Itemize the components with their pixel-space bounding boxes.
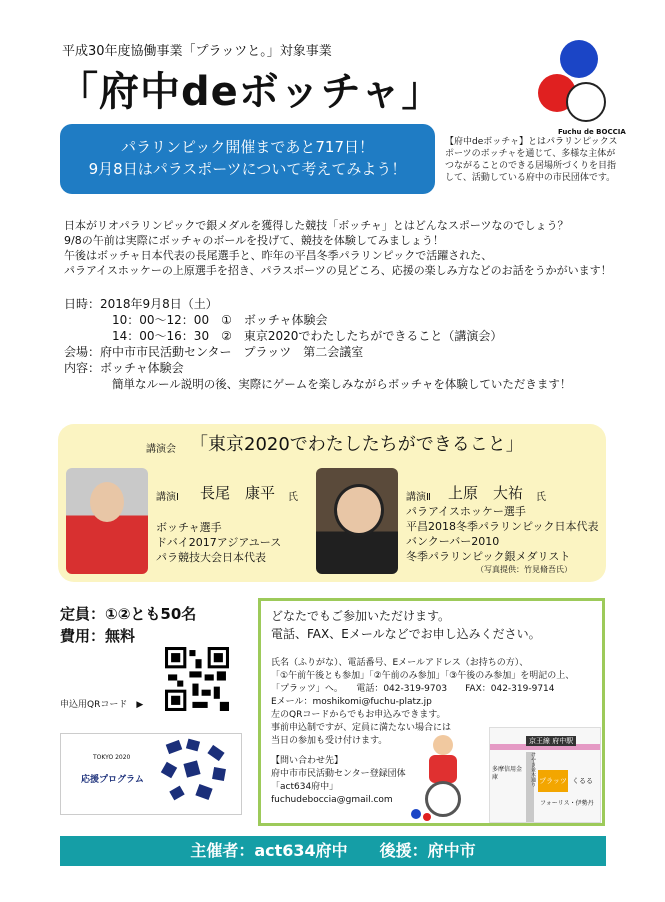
speaker2-profile-line: バンクーバー2010 bbox=[406, 535, 500, 548]
map-station: 京王線 府中駅 bbox=[526, 736, 576, 746]
time-slot-1: 10：00～12：00 ① ボッチャ体験会 bbox=[112, 313, 328, 327]
tokyo-checker-icon bbox=[157, 738, 237, 810]
tokyo-logo-top: TOKYO 2020 bbox=[93, 754, 131, 761]
banner-line1: パラリンピック開催まであと717日！ bbox=[120, 138, 375, 156]
group-description: 【府中deボッチャ】とはパラリンピックスポーツのボッチャを通じて、多様な主体がつながることのできる居場所づくりを目指して、活動している府中の市民団体です。 bbox=[445, 137, 618, 183]
apply-line2: 電話、FAX、Eメールなどでお申し込みください。 bbox=[271, 627, 541, 641]
map-bank: 多摩信用金庫 bbox=[492, 766, 523, 781]
access-map bbox=[489, 727, 601, 823]
white-ball-icon bbox=[566, 82, 606, 122]
photo-credit: （写真提供：竹見脩吾氏） bbox=[476, 565, 572, 574]
speaker1-photo bbox=[66, 468, 148, 574]
map-forus: フォーリス・伊勢丹 bbox=[540, 800, 594, 807]
contact-line: 府中市市民活動センター登録団体 bbox=[271, 769, 406, 779]
tokyo-logo-bottom: 応援プログラム bbox=[81, 775, 144, 785]
lecture-title: 「東京2020でわたしたちができること」 bbox=[190, 434, 524, 455]
blue-ball-icon bbox=[560, 40, 598, 78]
speaker2-name: 上原 大祐 bbox=[448, 484, 524, 502]
event-content-detail: 簡単なルール説明の後、実際にゲームを楽しみながらボッチャを体験していただきます！ bbox=[112, 377, 572, 391]
qr-label: 申込用QRコード ▶ bbox=[60, 700, 144, 710]
speaker1-profile-line: パラ競技大会日本代表 bbox=[156, 551, 266, 564]
intro-line: 9/8の午前は実際にボッチャのボールを投げて、競技を体験してみましょう！ bbox=[64, 234, 444, 247]
contact-line: 【問い合わせ先】 bbox=[271, 756, 344, 766]
map-street: けやき並木通り bbox=[530, 752, 536, 787]
event-content: 内容：ボッチャ体験会 bbox=[64, 361, 184, 375]
banner-line2: 9月8日はパラスポーツについて考えてみよう！ bbox=[88, 160, 407, 178]
event-venue: 会場：府中市市民活動センター プラッツ 第二会議室 bbox=[64, 345, 364, 359]
fee: 費用：無料 bbox=[60, 627, 136, 645]
speaker2-profile-line: 冬季パラリンピック銀メダリスト bbox=[406, 550, 571, 563]
apply-line1: どなたでもご参加いただけます。 bbox=[271, 609, 451, 623]
speaker2-profile-line: 平昌2018冬季パラリンピック日本代表 bbox=[406, 520, 599, 533]
capacity-fee bbox=[60, 603, 196, 647]
event-details bbox=[64, 296, 571, 392]
contact-email[interactable]: fuchudeboccia@gmail.com bbox=[271, 795, 393, 805]
contact-line: 「act634府中」 bbox=[271, 782, 339, 792]
intro-line: 日本がリオパラリンピックで銀メダルを獲得した競技「ボッチャ」とはどんなスポーツなのでしょう？ bbox=[64, 219, 569, 232]
apply-info-line: 「プラッツ」へ。 電話：042-319-9703 FAX：042-319-9714 bbox=[271, 684, 555, 694]
boccia-player-illustration bbox=[411, 729, 481, 821]
apply-info-line: 当日の参加も受け付けます。 bbox=[271, 736, 388, 746]
speaker1-profile-line: ボッチャ選手 bbox=[156, 521, 222, 534]
contact-info bbox=[271, 755, 406, 807]
footer-organizer: 主催者：act634府中 後援：府中市 bbox=[60, 836, 606, 866]
speaker1-suffix: 氏 bbox=[288, 492, 298, 503]
speaker2-photo bbox=[316, 468, 398, 574]
logo-text: Fuchu de BOCCIA bbox=[558, 128, 626, 136]
speaker1-num: 講演Ⅰ bbox=[156, 492, 179, 503]
apply-info-line: 事前申込制ですが、定員に満たない場合には bbox=[271, 723, 452, 733]
speaker2-suffix: 氏 bbox=[536, 492, 546, 503]
apply-email[interactable]: Eメール：moshikomi@fuchu-platz.jp bbox=[271, 697, 432, 707]
tokyo2020-program-logo bbox=[60, 733, 242, 815]
intro-line: 午後はボッチャ日本代表の長尾選手と、昨年の平昌冬季パラリンピックで活躍された、 bbox=[64, 249, 493, 262]
speaker1-name: 長尾 康平 bbox=[200, 484, 276, 502]
time-slot-2: 14：00～16：30 ② 東京2020でわたしたちができること（講演会） bbox=[112, 329, 503, 343]
speaker2-profile-line: パラアイスホッケー選手 bbox=[406, 505, 526, 518]
countdown-banner bbox=[60, 124, 435, 194]
capacity: 定員：①②とも50名 bbox=[60, 605, 197, 623]
application-box bbox=[258, 598, 605, 826]
event-date: 日時：2018年9月8日（土） bbox=[64, 297, 218, 311]
intro-text bbox=[64, 218, 612, 278]
lecture-panel bbox=[58, 424, 606, 582]
apply-info-line: 「①午前午後とも参加」「②午前のみ参加」「③午後のみ参加」を明記の上、 bbox=[271, 671, 575, 681]
speaker2-num: 講演Ⅱ bbox=[406, 492, 431, 503]
apply-info-line: 氏名（ふりがな）、電話番号、Eメールアドレス（お持ちの方）、 bbox=[271, 658, 529, 668]
qr-code[interactable] bbox=[165, 647, 229, 711]
page-title: 「府中deボッチャ」 bbox=[58, 69, 443, 115]
map-kururu: くるる bbox=[572, 777, 593, 785]
map-platz: プラッツ bbox=[538, 770, 568, 792]
intro-line: パラアイスホッケーの上原選手を招き、パラスポーツの見どころ、応援の楽しみ方などのお話をうかがいます！ bbox=[64, 264, 612, 277]
apply-info-line: 左のQRコードからでもお申込みできます。 bbox=[271, 710, 446, 720]
subtitle: 平成30年度協働事業「プラッツと。」対象事業 bbox=[62, 44, 332, 59]
speaker1-profile-line: ドバイ2017アジアユース bbox=[156, 536, 282, 549]
lecture-label: 講演会 bbox=[146, 444, 176, 455]
